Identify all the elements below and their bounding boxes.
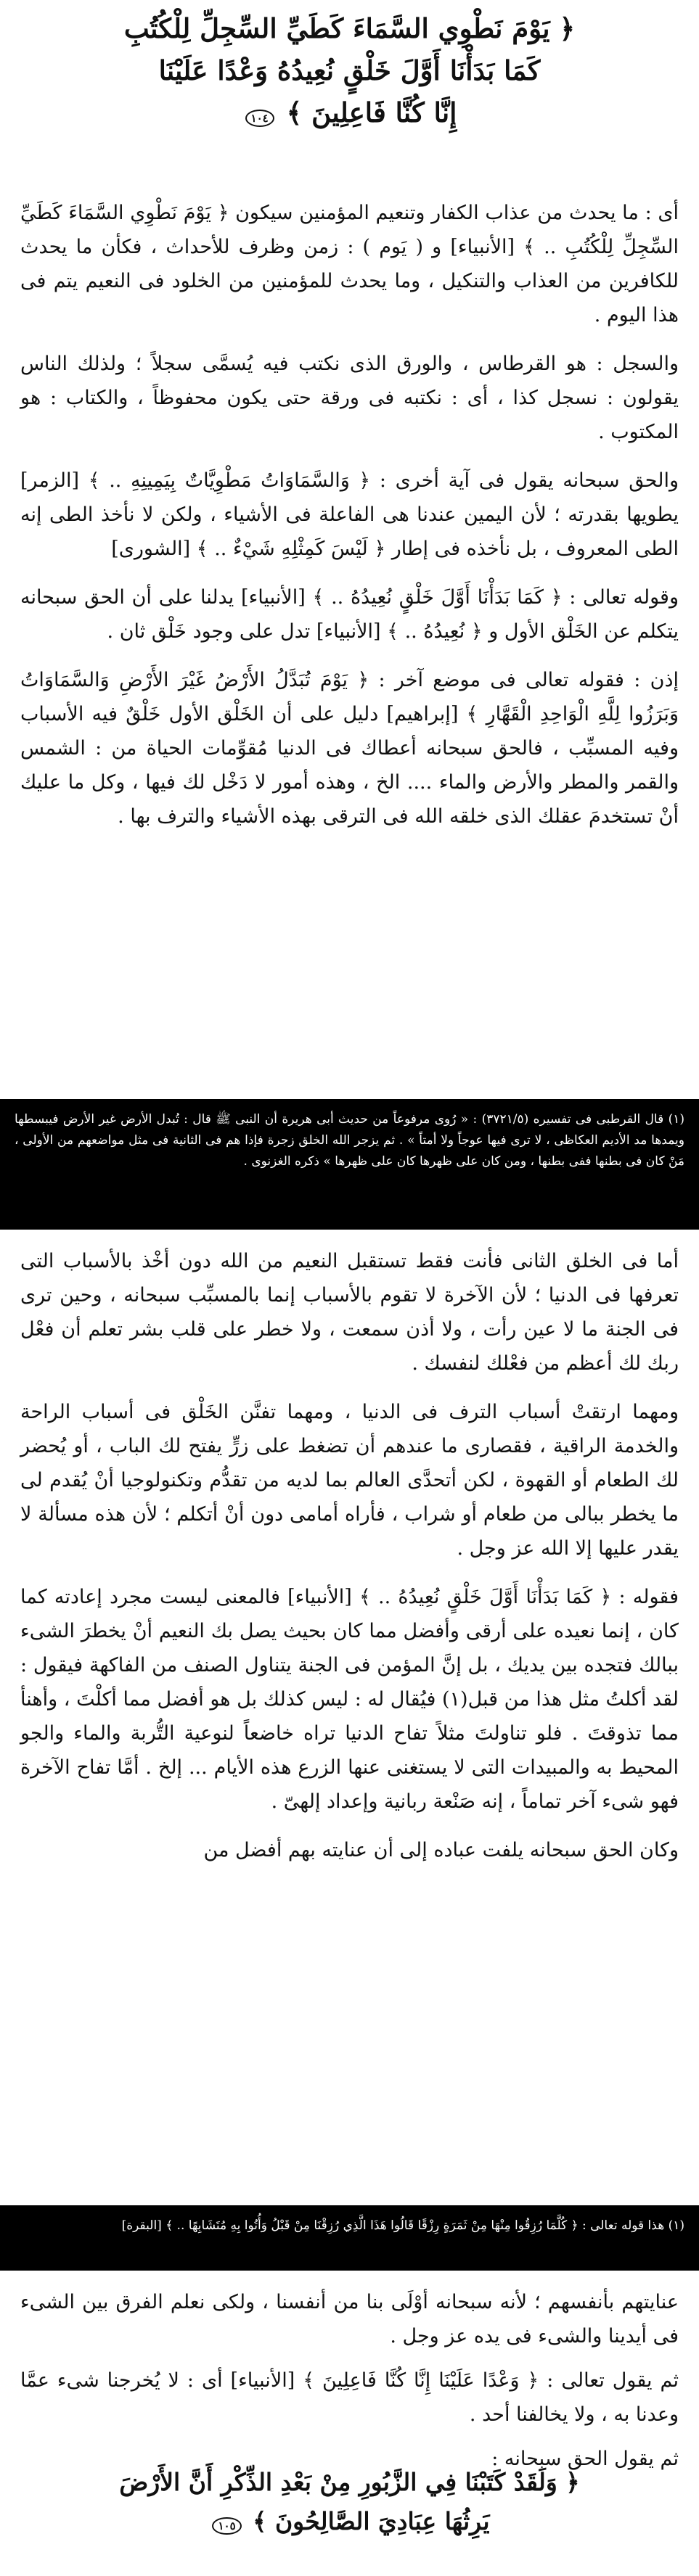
footer-verse-line-1: ﴿ وَلَقَدْ كَتَبْنَا فِي الزَّبُورِ مِنْ بَعْدِ الذِّكْرِ أَنَّ الأَرْضَ (119, 2468, 580, 2496)
header-verse-line-1: ﴿ يَوْمَ نَطْوِي السَّمَاءَ كَطَيِّ السِّجِلِّ لِلْكُتُبِ (123, 12, 576, 44)
section-2 (0, 1244, 699, 2187)
paragraph: فقوله : ﴿ كَمَا بَدَأْنَا أَوَّلَ خَلْقٍ نُعِيدُهُ .. ﴾ [الأنبياء] فالمعنى ليست مجرد إعادته كما كان ، إنما نعيده على أرقى وأفضل مما كان بحيث يصل بك النعيم أنْ يخطرَ الشىء ببالك فتجده بين يديك ، بل إنَّ المؤمن فى الجنة يتناول الصنف من الفاكهة فيقول : لقد أكلتُ مثل هذا من قبل(١) فيُقال له : ليس كذلك بل هو أفضل مما أكلْتَ ، وأهنأ مما تذوقتَ . فلو تناولتَ مثلاً تفاح الدنيا تراه خاضعاً لنوعية التُّربة والماء والجو المحيط به والمبيدات التى لا يستغنى عنها الزرع هذه الأيام ... إلخ . أمَّا تفاح الآخرة فهو شىء آخر تماماً ، إنه صَنْعة ربانية وإعداد إلهىّ . (20, 1586, 679, 1813)
paragraph: والحق سبحانه يقول فى آية أخرى : ﴿ وَالسَّمَاوَاتُ مَطْوِيَّاتٌ بِيَمِينِهِ .. ﴾ [الزمر] يطويها بقدرته ؛ لأن اليمين عندنا هى الفاعلة فى الأشياء ، ولكن لا نأخذ الطى إنه الطى المعروف ، بل نأخذه فى إطار ﴿ لَيْسَ كَمِثْلِهِ شَيْءٌ .. ﴾ [الشورى] (20, 469, 679, 560)
paragraph: ثم يقول الحق سبحانه : (491, 2448, 679, 2470)
footer-verse-line-2-text: يَرِثُهَا عِبَادِيَ الصَّالِحُونَ ﴾ (253, 2507, 490, 2535)
header-verse-line-3 (29, 91, 670, 133)
paragraph: والسجل : هو القرطاس ، والورق الذى نكتب فيه يُسمَّى سجلاً ؛ ولذلك الناس يقولون : نسجل كذا ، أى : نكتبه فى ورقة حتى يكون محفوظاً ، والكتاب : هو المكتوب . (20, 353, 679, 443)
paragraph: ومهما ارتقتْ أسباب الترف فى الدنيا ، ومهما تفنَّن الخَلْق فى أسباب الراحة والخدمة الراقية ، فقصارى ما عندهم أن تضغط على زرٍّ يفتح لك الباب ، أو يُحضر لك الطعام أو القهوة ، لكن أتحدَّى العالم بما لديه من تقدُّم وتكنولوجيا أنْ يُقدم لى ما يخطر ببالى من طعام أو شراب ، فأراه أمامى دون أنْ أتكلم ؛ لأن هذه مسألة لا يقدر عليها إلا الله عز وجل . (20, 1401, 679, 1560)
paragraph: أى : ما يحدث من عذاب الكفار وتنعيم المؤمنين سيكون ﴿ يَوْمَ نَطْوِي السَّمَاءَ كَطَيِّ السِّجِلِّ لِلْكُتُبِ .. ﴾ [الأنبياء] و ( يَوم ) : زمن وظرف للأحداث ، فكأن ما يحدث للكافرين من العذاب والتنكيل ، وما يحدث للمؤمنين من الخلود فى النعيم يتم فى هذا اليوم . (20, 202, 679, 326)
header-verse-line-3-text: إِنَّا كُنَّا فَاعِلِينَ ﴾ (286, 96, 457, 128)
footnote-1: (١) قال القرطبى فى تفسيره (٣٧٢١/٥) : « رُوى مرفوعاً من حديث أبى هريرة أن النبى ﷺ قال : تُبدل الأرض غير الأرض فيبسطها ويمدها مد الأديم العكاظى ، لا ترى فيها عوجاً ولا أمتاً » . ثم يزجر الله الخلق زجرة فإذا هم فى الثانية فى مثل مواضعهم من الأولى ، مَنْ كان فى بطنها ففى بطنها ، ومن كان على ظهرها كان على ظهرها » ذكره الغزنوى . (0, 1099, 699, 1230)
paragraph: وكان الحق سبحانه يلفت عباده إلى أن عنايته بهم أفضل من (203, 1839, 679, 1861)
ayah-number-badge: ١٠٤ (245, 110, 274, 127)
footnote-2: (١) هذا قوله تعالى : ﴿ كُلَّمَا رُزِقُوا مِنْهَا مِنْ ثَمَرَةٍ رِزْقًا قَالُوا هَذَا الَّذِي رُزِقْنَا مِنْ قَبْلُ وَأُتُوا بِهِ مُتَشَابِهًا .. ﴾ [البقرة] (0, 2205, 699, 2271)
footer-verse-line-2 (29, 2502, 670, 2541)
paragraph: إذن : فقوله تعالى فى موضع آخر : ﴿ يَوْمَ تُبَدَّلُ الأَرْضُ غَيْرَ الأَرْضِ وَالسَّمَاوَاتُ وَبَرَزُوا لِلَّهِ الْوَاحِدِ الْقَهَّارِ ﴾ [إبراهيم] دليل على أن الخَلْق الأول خَلْقٌ فيه الأسباب وفيه المسبِّب ، فالحق سبحانه أعطاك فى الدنيا مُقوِّمات الحياة من : الشمس والقمر والمطر والأرض والماء .... الخ ، وهذه أمور لا دَخْل لك فيها ، وكل ما عليك أنْ تستخدمَ عقلك الذى خلقه الله فى الترقى بهذه الأشياء والترف بها . (20, 669, 679, 828)
paragraph: عنايتهم بأنفسهم ؛ لأنه سبحانه أوْلَى بنا من أنفسنا ، ولكى نعلم الفرق بين الشىء فى أيدينا والشىء فى يده عز وجل . (20, 2291, 679, 2347)
header-verse (0, 7, 699, 189)
paragraph: ثم يقول تعالى : ﴿ وَعْدًا عَلَيْنَا إِنَّا كُنَّا فَاعِلِينَ ﴾ [الأنبياء] أى : لا يُخرجنا شىء عمَّا وعدنا به ، ولا يخالفنا أحد . (20, 2369, 679, 2426)
section-1 (0, 196, 699, 1088)
header-verse-line-2: كَمَا بَدَأْنَا أَوَّلَ خَلْقٍ نُعِيدُهُ وَعْدًا عَلَيْنَا (158, 54, 541, 86)
paragraph: وقوله تعالى : ﴿ كَمَا بَدَأْنَا أَوَّلَ خَلْقٍ نُعِيدُهُ .. ﴾ [الأنبياء] يدلنا على أن الحق سبحانه يتكلم عن الخَلْق الأول و ﴿ نُعِيدُهُ .. ﴾ [الأنبياء] تدل على وجود خَلْق ثان . (20, 586, 679, 643)
ayah-number-badge: ١٠٥ (212, 2517, 241, 2535)
paragraph: أما فى الخلق الثانى فأنت فقط تستقبل النعيم من الله دون أخْذ بالأسباب التى تعرفها فى الدنيا ؛ لأن الآخرة لا تقوم بالأسباب إنما بالمسبِّب سبحانه ، وحين ترى فى الجنة ما لا عين رأت ، ولا أذن سمعت ، ولا خطر على قلب بشر تعلم أن فعْل ربك لك أعظم من فعْلك لنفسك . (20, 1250, 679, 1375)
footer-verse (0, 2463, 699, 2564)
section-3 (0, 2285, 699, 2470)
